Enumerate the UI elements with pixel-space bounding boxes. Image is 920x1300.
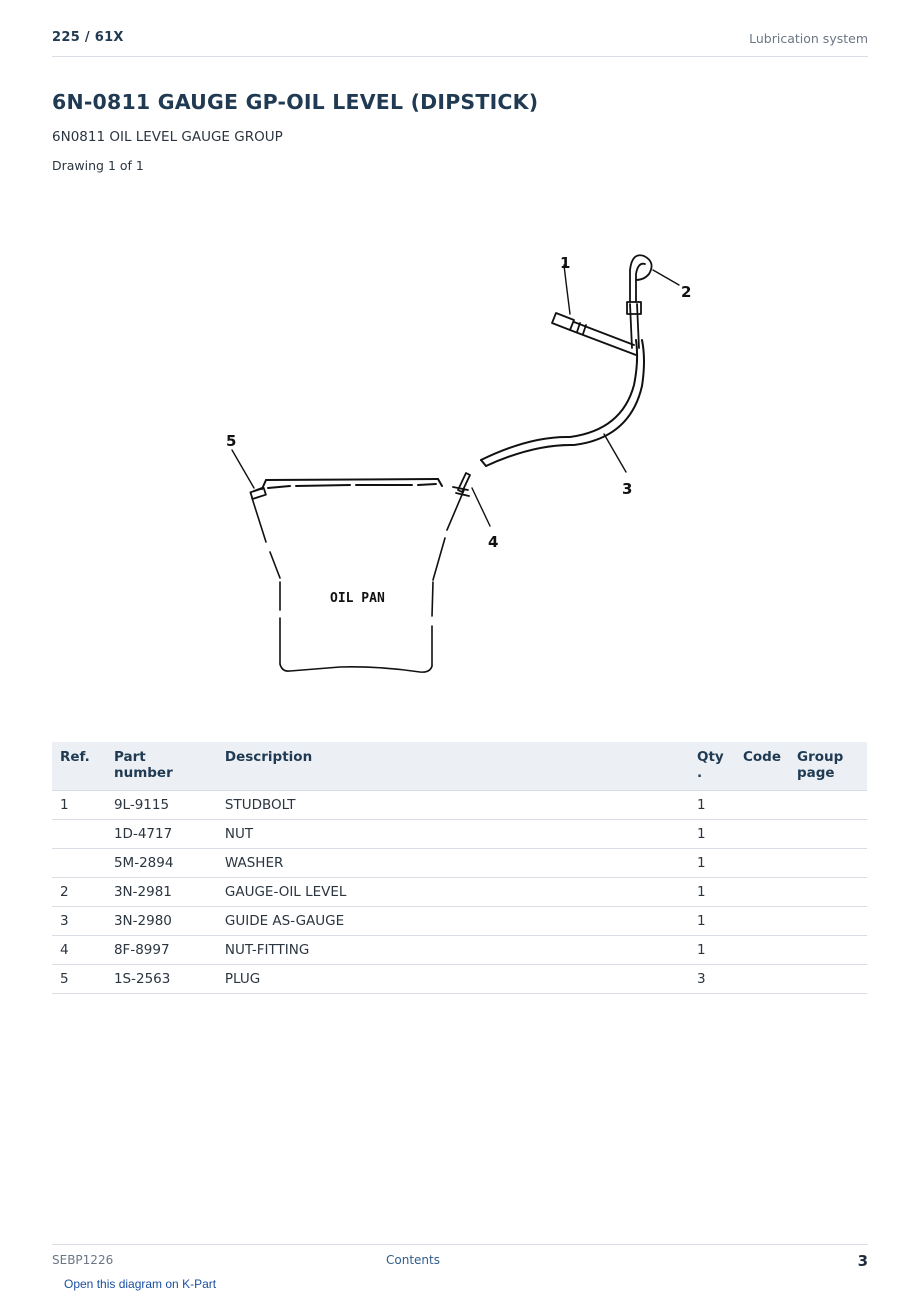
callout-1: 1 (560, 254, 571, 272)
ref-cell (52, 849, 106, 878)
code-cell (735, 965, 789, 994)
ref-cell: 3 (52, 907, 106, 936)
ref-cell: 2 (52, 878, 106, 907)
table-row (52, 849, 867, 878)
table-row (52, 791, 867, 820)
qty-cell: 1 (689, 936, 735, 965)
part-number-cell: 1S-2563 (106, 965, 217, 994)
nut-fitting-4-part (453, 473, 470, 496)
qty-cell: 3 (689, 965, 735, 994)
callout-2: 2 (681, 283, 692, 301)
part-number-cell: 5M-2894 (106, 849, 217, 878)
part-number-cell: 9L-9115 (106, 791, 217, 820)
table-header-row (52, 742, 867, 791)
col-description-header: Description (217, 742, 689, 791)
group-page-cell (789, 907, 867, 936)
footer-divider (52, 1244, 868, 1245)
callout-4: 4 (488, 533, 499, 551)
col-ref-header: Ref. (52, 742, 106, 791)
code-cell (735, 820, 789, 849)
table-row (52, 936, 867, 965)
section-label: Lubrication system (749, 31, 868, 46)
document-id: SEBP1226 (52, 1253, 114, 1267)
oil-pan-body (252, 490, 464, 672)
part-number-cell: 8F-8997 (106, 936, 217, 965)
ref-cell: 4 (52, 936, 106, 965)
contents-link[interactable]: Contents (386, 1253, 440, 1267)
group-header-line1: Group (797, 749, 844, 765)
qty-cell: 1 (689, 849, 735, 878)
ref-cell: 1 (52, 791, 106, 820)
col-qty-header (689, 742, 735, 791)
col-code-header: Code (735, 742, 789, 791)
plug-5-part (250, 488, 265, 499)
drawing-number: Drawing 1 of 1 (52, 158, 144, 173)
page-number: 3 (857, 1252, 868, 1270)
table-row (52, 965, 867, 994)
code-cell (735, 936, 789, 965)
description-cell: NUT (217, 820, 689, 849)
group-header-line2: page (797, 765, 835, 781)
qty-cell: 1 (689, 791, 735, 820)
table-row (52, 820, 867, 849)
description-cell: STUDBOLT (217, 791, 689, 820)
group-page-cell (789, 849, 867, 878)
callout-3: 3 (622, 480, 633, 498)
page-subtitle: 6N0811 OIL LEVEL GAUGE GROUP (52, 129, 283, 145)
code-cell (735, 878, 789, 907)
part-number-cell: 3N-2980 (106, 907, 217, 936)
description-cell: NUT-FITTING (217, 936, 689, 965)
model-label: 225 / 61X (52, 30, 124, 45)
group-page-cell (789, 965, 867, 994)
description-cell: PLUG (217, 965, 689, 994)
col-group-page-header (789, 742, 867, 791)
code-cell (735, 849, 789, 878)
page-header (52, 28, 868, 57)
description-cell: WASHER (217, 849, 689, 878)
group-page-cell (789, 820, 867, 849)
group-page-cell (789, 878, 867, 907)
qty-cell: 1 (689, 878, 735, 907)
group-page-cell (789, 936, 867, 965)
qty-header-line1: Qty (697, 749, 724, 765)
code-cell (735, 791, 789, 820)
parts-table (52, 742, 867, 994)
description-cell: GAUGE-OIL LEVEL (217, 878, 689, 907)
col-part-number-header: Part number (106, 742, 217, 791)
kpart-diagram-link[interactable]: Open this diagram on K-Part (64, 1277, 217, 1291)
part-number-cell: 3N-2981 (106, 878, 217, 907)
qty-cell: 1 (689, 907, 735, 936)
ref-cell (52, 820, 106, 849)
dipstick-2-part (627, 255, 652, 348)
part-number-cell: 1D-4717 (106, 820, 217, 849)
table-row (52, 878, 867, 907)
page-title: 6N-0811 GAUGE GP-OIL LEVEL (DIPSTICK) (52, 90, 539, 114)
qty-cell: 1 (689, 820, 735, 849)
callout-5: 5 (226, 432, 237, 450)
description-cell: GUIDE AS-GAUGE (217, 907, 689, 936)
parts-diagram (190, 190, 730, 720)
guide-tube-3-part (481, 340, 644, 466)
qty-header-line2: . (697, 765, 703, 781)
group-page-cell (789, 791, 867, 820)
table-row (52, 907, 867, 936)
studbolt-1-part (552, 313, 636, 355)
oil-pan-flange (262, 479, 442, 489)
code-cell (735, 907, 789, 936)
oil-pan-label: OIL PAN (330, 591, 385, 606)
ref-cell: 5 (52, 965, 106, 994)
